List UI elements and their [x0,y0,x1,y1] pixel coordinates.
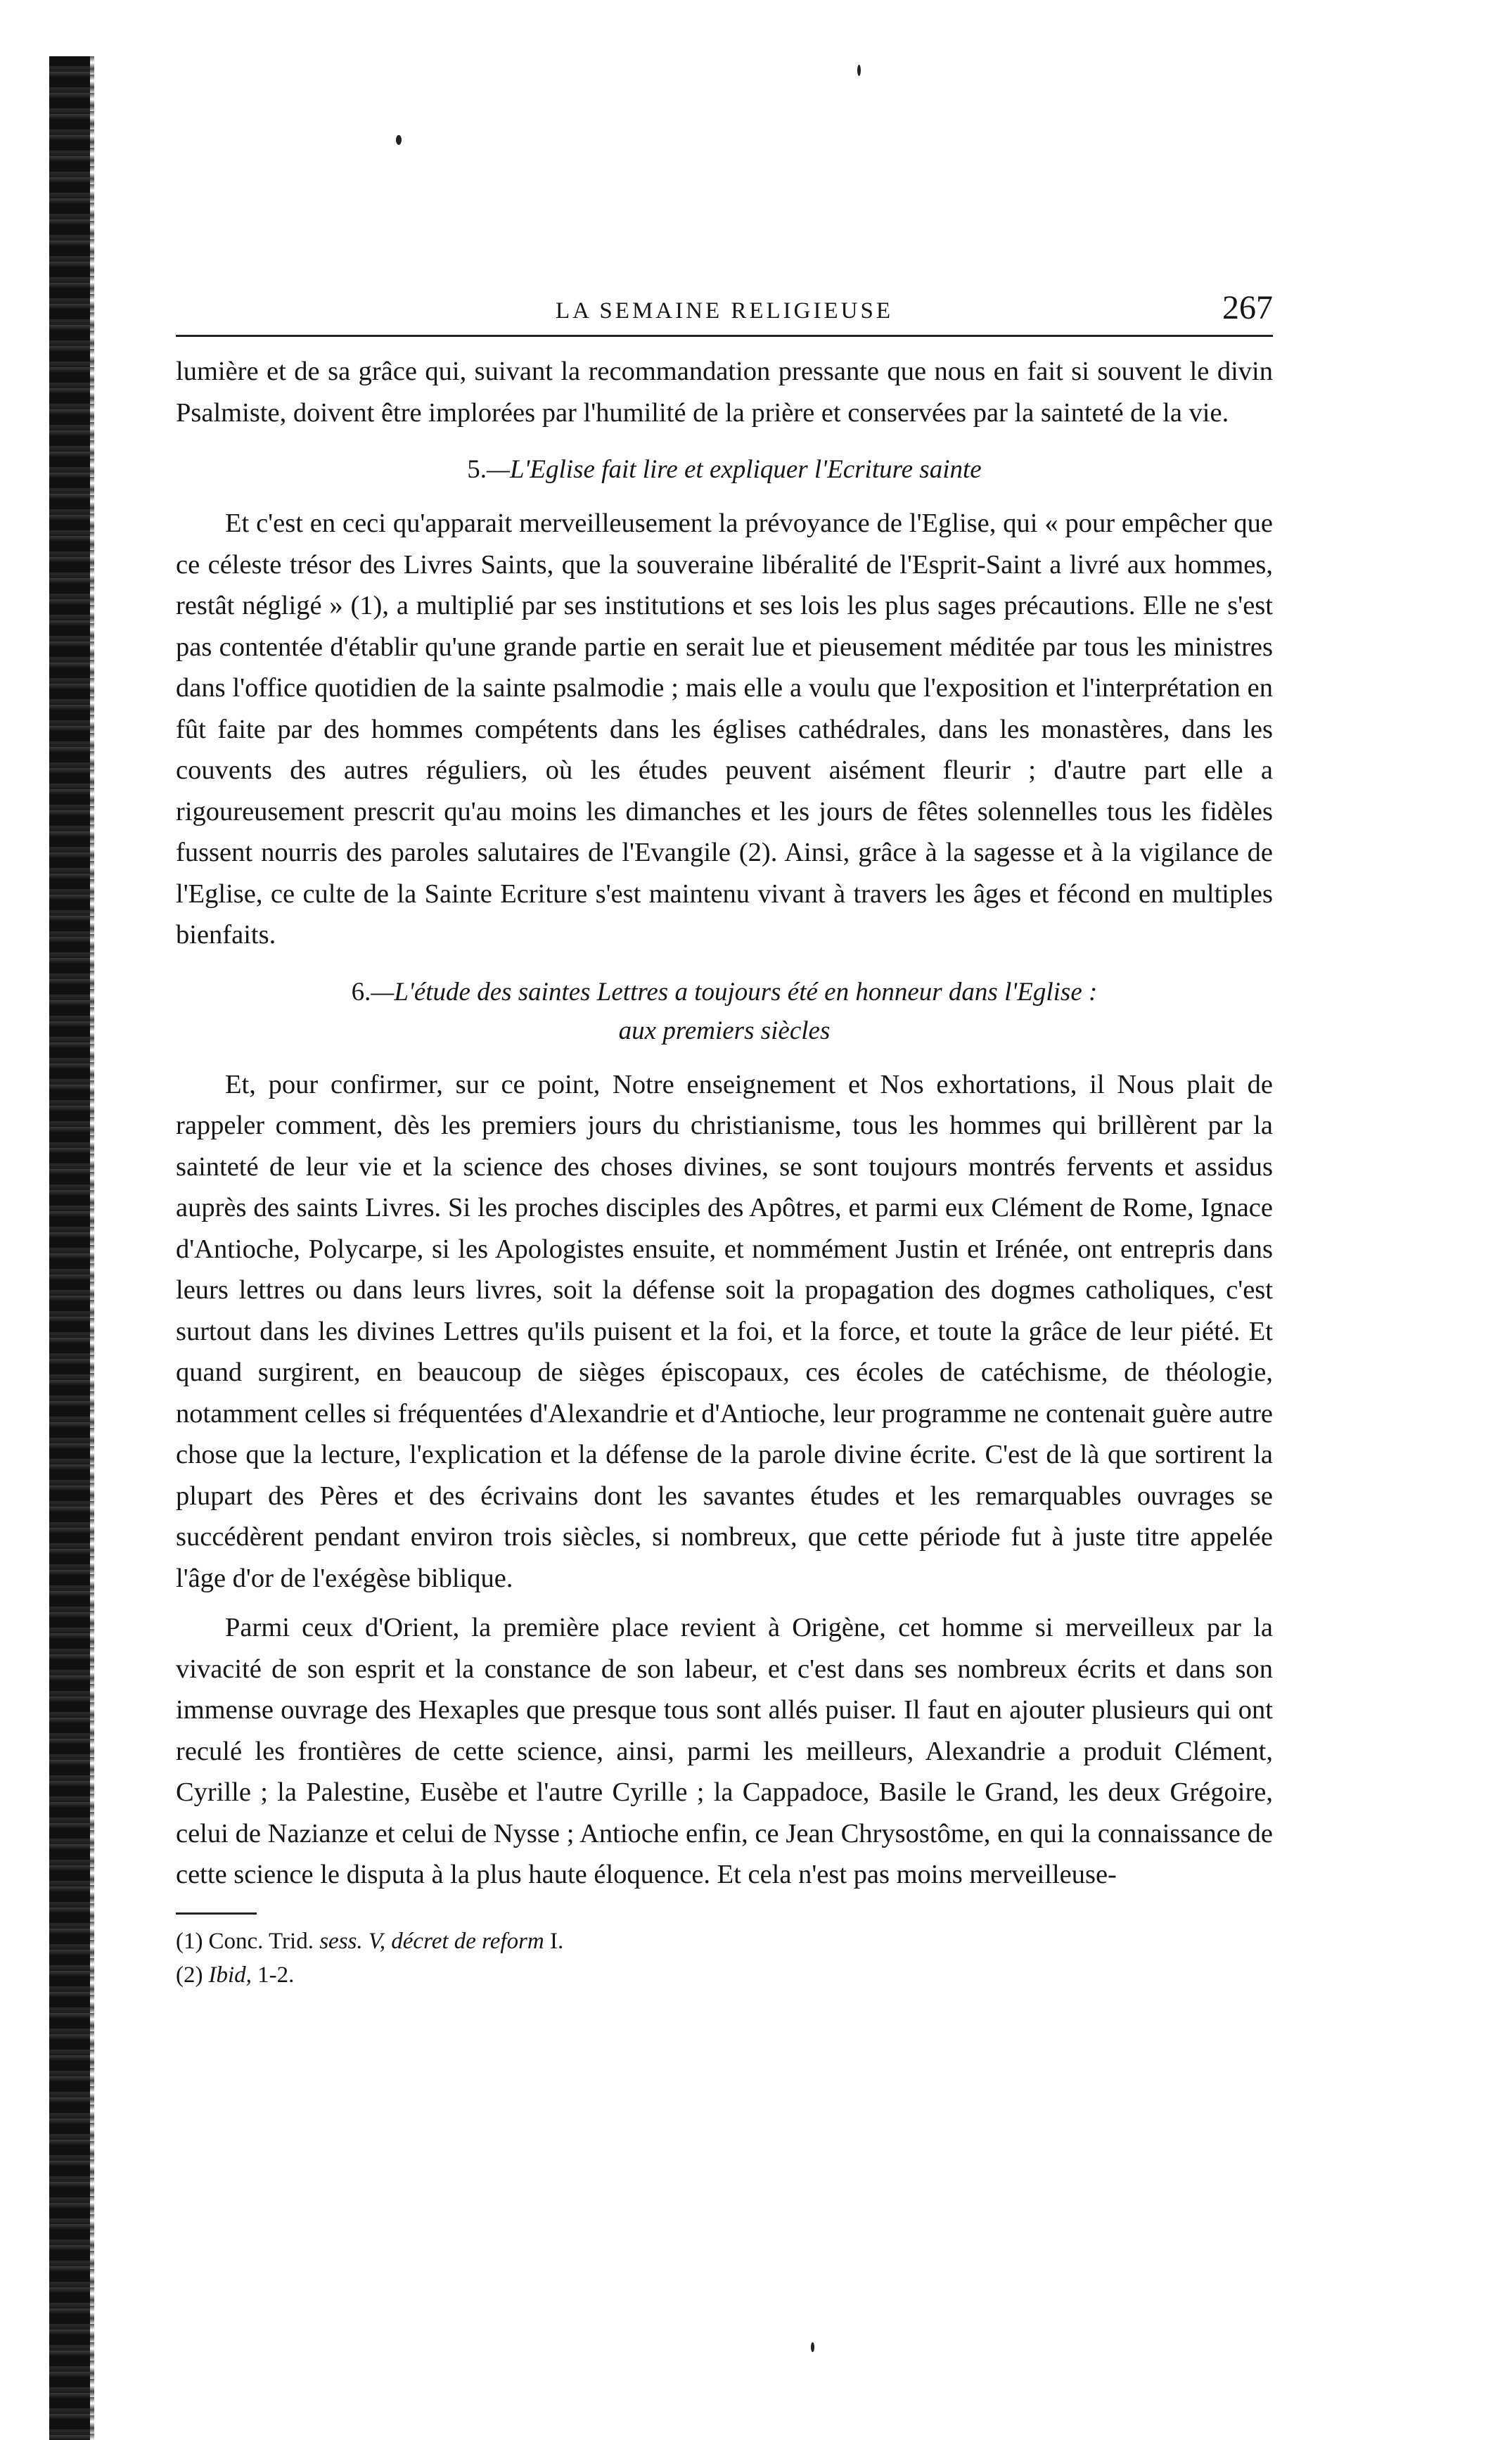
footnote-text: Conc. Trid. [208,1928,314,1954]
footnote-italic: Ibid, [208,1962,252,1988]
section-subtitle: aux premiers siècles [618,1016,831,1045]
ink-speck [396,135,402,145]
section-heading: 5.—L'Eglise fait lire et expliquer l'Ecriture sainte [467,455,982,484]
paragraph: Parmi ceux d'Orient, la première place revient à Origène, cet homme si merveilleux par la vivacité de son esprit et la constance de son labeur, et c'est dans ses nombreux écrits et dans son immense ouvrage des Hexaples que presque tous sont allés puiser. Il faut en ajouter plusieurs qui ont reculé les frontières de cette science, ainsi, parmi les meilleurs, Alexandrie a produit Clément, Cyrille ; la Palestine, Eusèbe et l'autre Cyrille ; la Cappadoce, Basile le Grand, les deux Grégoire, celui de Nazianze et celui de Nysse ; Antioche enfin, ce Jean Chrysostôme, en qui la connaissance de cette science le disputa à la plus haute éloquence. Et cela n'est pas moins merveilleuse- [176,1613,1273,1889]
page-gutter-edge [90,56,94,2440]
running-title: LA SEMAINE RELIGIEUSE [556,298,893,324]
page-header [176,281,1273,331]
footnote [176,1958,1273,1992]
header-rule [176,335,1273,337]
paragraph: Et, pour confirmer, sur ce point, Notre enseignement et Nos exhortations, il Nous plait de rappeler comment, dès les premiers jours du christianisme, tous les hommes qui brillèrent par la sainteté de leur vie et la science des choses divines, se sont toujours montrés fervents et assidus auprès des saints Livres. Si les proches disciples des Apôtres, et parmi eux Clément de Rome, Ignace d'Antioche, Polycarpe, si les Apologistes ensuite, et nommément Justin et Irénée, ont entrepris dans leurs lettres ou dans leurs livres, soit la défense soit la propagation des dogmes catholiques, c'est surtout dans les divines Lettres qu'ils puisent et la foi, et la force, et toute la grâce de leur piété. Et quand surgirent, en beaucoup de sièges épiscopaux, ces écoles de catéchisme, de théologie, notamment celles si fréquentées d'Alexandrie et d'Antioche, leur programme ne contenait guère autre chose que la lecture, l'explication et la défense de la parole divine écrite. C'est de là que sortirent la plupart des Pères et des écrivains dont les savantes études et les remarquables ouvrages se succédèrent pendant environ trois siècles, si nombreux, que cette période fut à juste titre appelée l'âge d'or de l'exégèse biblique. [176,1069,1273,1593]
footnote-tail: 1-2. [251,1962,295,1988]
document-page [176,281,1273,1992]
paragraph: lumière et de sa grâce qui, suivant la recommandation pressante que nous en fait si souvent le divin Psalmiste, doivent être implorées par l'humilité de la prière et conservées par la sainteté de la vie. [176,357,1273,428]
ink-speck [857,65,861,76]
footnote-mark: (2) [176,1962,203,1988]
footnote-tail: I. [544,1928,564,1954]
footnote-rule [176,1912,257,1915]
ink-speck [811,2342,814,2352]
book-binding-shadow [49,56,90,2440]
section-title: L'étude des saintes Lettres a toujours été en honneur dans l'Eglise : [394,977,1098,1007]
section-heading: 6.—L'étude des saintes Lettres a toujours été en honneur dans l'Eglise : aux premiers siècles [351,977,1098,1045]
section-number: 5. [467,455,487,484]
footnote-mark: (1) [176,1928,203,1954]
section-title: L'Eglise fait lire et expliquer l'Ecriture sainte [509,455,982,484]
paragraph: Et c'est en ceci qu'apparait merveilleusement la prévoyance de l'Eglise, qui « pour empêcher que ce céleste trésor des Livres Saints, que la souveraine libéralité de l'Esprit-Saint a livré aux hommes, restât négligé » (1), a multiplié par ses institutions et ses lois les plus sages précautions. Elle ne s'est pas contentée d'établir qu'une grande partie en serait lue et pieusement méditée par tous les ministres dans l'office quotidien de la sainte psalmodie ; mais elle a voulu que l'exposition et l'interprétation en fût faite par des hommes compétents dans les églises cathédrales, dans les monastères, dans les couvents des autres réguliers, où les études peuvent aisément fleurir ; d'autre part elle a rigoureusement prescrit qu'au moins les dimanches et les jours de fêtes solennelles tous les fidèles fussent nourris des paroles salutaires de l'Evangile (2). Ainsi, grâce à la sagesse et à la vigilance de l'Eglise, ce culte de la Sainte Ecriture s'est maintenu vivant à travers les âges et fécond en multiples bienfaits. [176,509,1273,950]
page-number: 267 [1222,289,1273,326]
section-number: 6. [351,977,371,1007]
footnote [176,1924,1273,1958]
footnote-italic: sess. V, décret de reform [319,1928,544,1954]
